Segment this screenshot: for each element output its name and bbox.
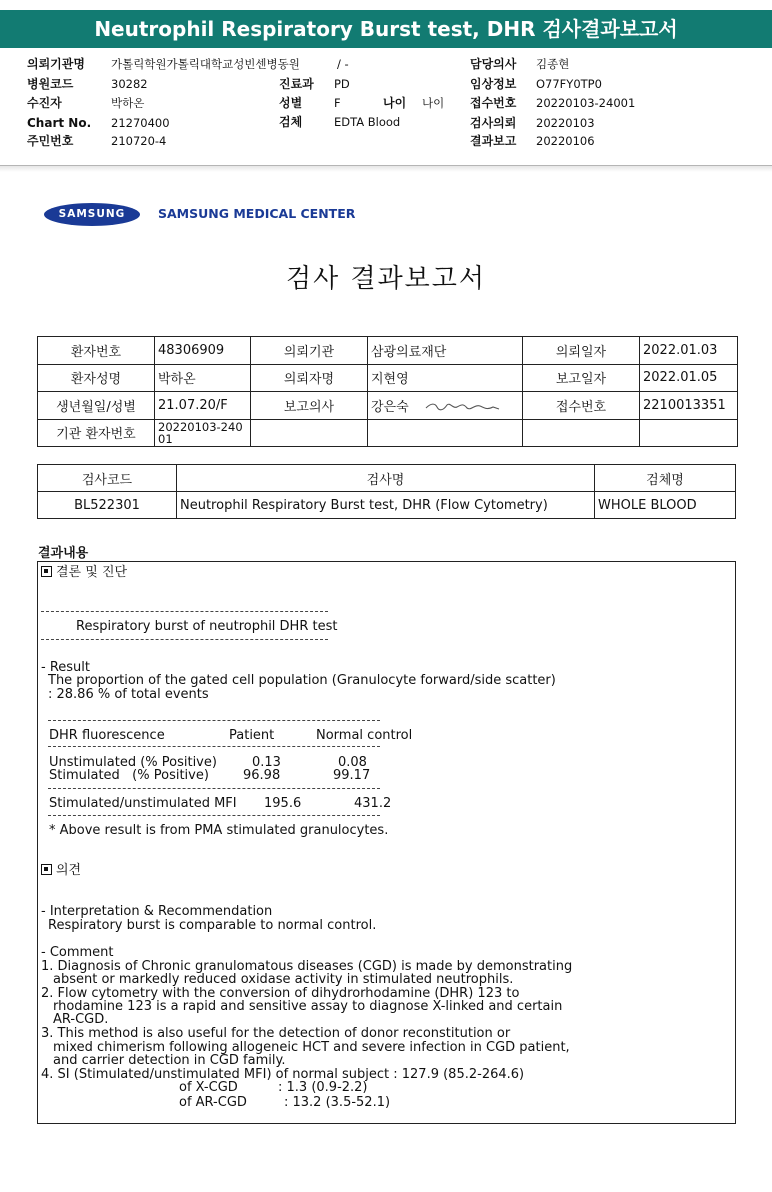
dashed-divider — [41, 611, 328, 612]
dashed-divider — [48, 746, 380, 747]
patient-info-table — [37, 336, 738, 447]
report-date: 2022.01.05 — [640, 364, 738, 392]
empty-cell — [640, 419, 738, 447]
specimen-label: 검체 — [279, 115, 303, 129]
row1-normal: 0.08 — [338, 755, 367, 770]
comment-2b: rhodamine 123 is a rapid and sensitive assay to diagnose X-linked and certain — [53, 999, 563, 1014]
dashed-divider — [48, 788, 380, 789]
row2-patient: 96.98 — [243, 768, 281, 783]
test-code: BL522301 — [38, 492, 177, 519]
opinion-heading — [41, 864, 81, 878]
samsung-logo: SAMSUNG — [44, 203, 140, 226]
col-header-patient: Patient — [229, 728, 275, 743]
square-bullet-icon — [41, 864, 52, 875]
inst-patient-no: 20220103-24001 — [155, 419, 251, 447]
dob: 21.07.20/F — [155, 392, 251, 420]
patient-name-label: 환자성명 — [38, 364, 155, 392]
report-title-bar: Neutrophil Respiratory Burst test, DHR 검사결과보고서 — [0, 10, 772, 48]
receipt: 2210013351 — [640, 392, 738, 420]
clinical-info-label: 임상정보 — [470, 77, 517, 91]
id-label: 주민번호 — [27, 134, 74, 148]
conclusion-label: 결론 및 진단 — [56, 565, 128, 580]
box-title: Respiratory burst of neutrophil DHR test — [76, 619, 338, 634]
receipt-no-label: 접수번호 — [470, 96, 517, 110]
comment-label: - Comment — [41, 945, 114, 960]
patient-name: 박하온 — [155, 364, 251, 392]
samsung-medical-center-text: SAMSUNG MEDICAL CENTER — [158, 206, 356, 221]
comment-4a: 4. SI (Stimulated/unstimulated MFI) of normal subject : 127.9 (85.2-264.6) — [41, 1067, 525, 1082]
table-row — [38, 337, 738, 365]
comment-4b-label: of X-CGD — [179, 1080, 238, 1095]
comment-2c: AR-CGD. — [53, 1012, 109, 1027]
opinion-label: 의견 — [56, 863, 82, 878]
specimen-header: 검체명 — [595, 465, 736, 492]
empty-cell — [523, 419, 640, 447]
results-heading: 결과내용 — [38, 546, 89, 561]
specimen-type: WHOLE BLOOD — [595, 492, 736, 519]
reporting-doctor-cell — [368, 392, 523, 420]
department: PD — [334, 77, 350, 91]
patient: 박하온 — [111, 96, 145, 110]
sex-label: 성별 — [279, 96, 303, 110]
comment-4c-value: : 13.2 (3.5-52.1) — [284, 1095, 391, 1110]
requesting-institution: 가톨릭학원가톨릭대학교성빈센병동원 — [111, 57, 300, 71]
comment-4b-value: : 1.3 (0.9-2.2) — [278, 1080, 368, 1095]
dob-label: 생년월일/성별 — [38, 392, 155, 420]
age: 나이 — [422, 96, 445, 110]
col-header-normal: Normal control — [316, 728, 413, 743]
row3-normal: 431.2 — [354, 796, 392, 811]
requester: 지현영 — [368, 364, 523, 392]
comment-1b: absent or markedly reduced oxidase activity in stimulated neutrophils. — [53, 972, 514, 987]
signature-icon — [423, 399, 503, 415]
row3-label: Stimulated/unstimulated MFI — [49, 796, 237, 811]
result-line-1: The proportion of the gated cell population (Granulocyte forward/side scatter) — [48, 673, 556, 688]
table-row — [38, 419, 738, 447]
specimen: EDTA Blood — [334, 115, 401, 129]
chart-no-label: Chart No. — [27, 116, 92, 130]
result-note: * Above result is from PMA stimulated granulocytes. — [49, 823, 389, 838]
chart-no: 21270400 — [111, 116, 170, 130]
test-code-header: 검사코드 — [38, 465, 177, 492]
id-no: 210720-4 — [111, 134, 167, 148]
row1-label: Unstimulated (% Positive) — [49, 755, 217, 770]
reporting-doctor: 강은숙 — [371, 399, 409, 415]
sex: F — [334, 96, 341, 110]
result-label: - Result — [41, 660, 90, 675]
institution: 삼광의료재단 — [368, 337, 523, 365]
age-label: 나이 — [383, 96, 407, 110]
patient-label: 수진자 — [27, 96, 62, 110]
row2-label: Stimulated (% Positive) — [49, 768, 209, 783]
square-bullet-icon — [41, 566, 52, 577]
header-shadow — [0, 166, 772, 172]
dashed-divider — [41, 639, 328, 640]
report-date-label: 보고일자 — [523, 364, 640, 392]
row3-patient: 195.6 — [264, 796, 302, 811]
requester-label: 의뢰자명 — [251, 364, 368, 392]
ward: / - — [337, 57, 349, 71]
department-label: 진료과 — [279, 77, 314, 91]
result-line-2: : 28.86 % of total events — [48, 687, 209, 702]
conclusion-heading — [41, 566, 127, 580]
test-name: Neutrophil Respiratory Burst test, DHR (Flow Cytometry) — [177, 492, 595, 519]
table-row — [38, 492, 736, 519]
report-date: 20220106 — [536, 134, 595, 148]
row1-patient: 0.13 — [252, 755, 281, 770]
attending: 김종현 — [536, 57, 570, 71]
test-name-header: 검사명 — [177, 465, 595, 492]
request-date: 20220103 — [536, 116, 595, 130]
interp-label: - Interpretation & Recommendation — [41, 904, 273, 919]
empty-cell — [368, 419, 523, 447]
comment-2a: 2. Flow cytometry with the conversion of dihydrorhodamine (DHR) 123 to — [41, 986, 520, 1001]
receipt-label: 접수번호 — [523, 392, 640, 420]
test-table — [37, 464, 736, 519]
institution-label: 의뢰기관 — [251, 337, 368, 365]
dashed-divider — [48, 720, 380, 721]
inst-patient-no-label: 기관 환자번호 — [38, 419, 155, 447]
comment-4c-label: of AR-CGD — [179, 1095, 247, 1110]
attending-label: 담당의사 — [470, 57, 517, 71]
comment-3a: 3. This method is also useful for the detection of donor reconstitution or — [41, 1026, 511, 1041]
hospital-code: 30282 — [111, 77, 148, 91]
comment-3b: mixed chimerism following allogeneic HCT and severe infection in CGD patient, — [53, 1040, 570, 1055]
col-header-dhr: DHR fluorescence — [49, 728, 165, 743]
receipt-no: 20220103-24001 — [536, 96, 636, 110]
row2-normal: 99.17 — [333, 768, 371, 783]
report-date-label: 결과보고 — [470, 134, 517, 148]
request-date-label: 의뢰일자 — [523, 337, 640, 365]
reporting-doctor-label: 보고의사 — [251, 392, 368, 420]
dashed-divider — [48, 815, 380, 816]
table-row — [38, 392, 738, 420]
patient-no: 48306909 — [155, 337, 251, 365]
comment-1a: 1. Diagnosis of Chronic granulomatous diseases (CGD) is made by demonstrating — [41, 959, 573, 974]
request-date-label: 검사의뢰 — [470, 116, 517, 130]
clinical-info: O77FY0TP0 — [536, 77, 602, 91]
table-header-row — [38, 465, 736, 492]
hospital-code-label: 병원코드 — [27, 77, 74, 91]
interp-text: Respiratory burst is comparable to normal control. — [48, 918, 377, 933]
page-title: 검사 결과보고서 — [285, 264, 487, 294]
empty-cell — [251, 419, 368, 447]
comment-3c: and carrier detection in CGD family. — [53, 1053, 286, 1068]
request-date: 2022.01.03 — [640, 337, 738, 365]
table-row — [38, 364, 738, 392]
requesting-institution-label: 의뢰기관명 — [27, 57, 85, 71]
patient-no-label: 환자번호 — [38, 337, 155, 365]
